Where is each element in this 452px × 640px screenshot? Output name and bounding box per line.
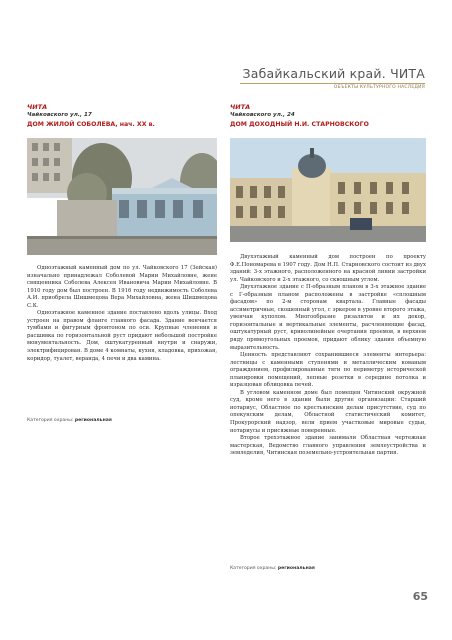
left-category-value: региональная (74, 418, 112, 423)
right-building-name: ДОМ ДОХОДНЫЙ Н.И. СТАРНОВСКОГО (230, 121, 369, 128)
left-category-label: Категория охраны: (27, 418, 74, 423)
header-title: Забайкальский край. ЧИТА (242, 66, 425, 81)
right-body-text (230, 254, 426, 458)
left-protection-category (27, 418, 112, 423)
right-street: Чайковского ул., 24 (230, 112, 295, 118)
right-paragraph: Второе трехэтажное здание занимали Областная чертежная мастерская, Ведомство главного управления землеустройства и земледелия, Читинская поземельно-устроительная партия. (230, 435, 426, 457)
left-paragraph: Одноэтажное каменное здание поставлено вдоль улицы. Вход устроен на правом фланге главного фасада. Здание венчается тумбами и фигурным фронтоном по оси. Крупные членения и расшивка по горизонтальной руст придают небольшой постройке монументальность. Дом, оштукатуренный внутри и снаружи, электрифицирован. В доме 4 комнаты, кухня, кладовка, прихожая, коридор, туалет, веранда, 4 печи и два камина. (27, 310, 217, 362)
left-street: Чайковского ул., 17 (27, 112, 92, 118)
left-building-photo (27, 138, 217, 255)
left-city: ЧИТА (27, 103, 48, 111)
right-paragraph: Ценность представляют сохранившиеся элементы интерьера: лестницы с каменными ступенями и металлическим кованым ограждением, профилированные тяги по периметру исторической планировки помещений, лепные розетки в середине потолка и изразцовая облицовка печей. (230, 352, 426, 389)
right-city: ЧИТА (230, 103, 251, 111)
left-building-name: ДОМ ЖИЛОЙ СОБОЛЕВА, нач. XX в. (27, 121, 155, 128)
header-subtitle: ОБЪЕКТЫ КУЛЬТУРНОГО НАСЛЕДИЯ (333, 85, 425, 90)
page-number: 65 (412, 590, 428, 603)
right-paragraph: Двухэтажный каменный дом построен по проекту Ф.Е.Пономарева в 1907 году. Дом Н.П. Старновского состоит из двух зданий: 3-х этажного, расположенного на красной линии застройки ул. Чайковского и 2-х этажного, со сквошным углом. (230, 254, 426, 283)
page-header (230, 67, 425, 81)
right-category-value: региональная (277, 566, 315, 571)
right-paragraph: В угловом каменном доме был помещен Читинский окружной суд, кроме него в здании были другие организации: Старший нотариус, Областное по крестьянским делам присутствие, суд по опекунским делам, Областной статистический комитет, Прокурорский надзор, вели прием участковые мировые судьи, нотариусы и присяжные поверенные. (230, 389, 426, 434)
left-body-text (27, 265, 217, 363)
left-paragraph: Одноэтажный каменный дом по ул. Чайковского 17 (Зейская) изначально принадлежал Соболевой Марии Михайловне, жене священника Соболева Алексея Ивановича Марии Михайловне. В 1910 году дом был построен. В 1916 году недвижимость Соболева А.И. приобрела Шишмецова Вера Михайловна, жена Шишмецова С.К. (27, 265, 217, 309)
right-entry-heading (230, 103, 426, 129)
right-protection-category (230, 566, 315, 571)
left-entry-heading (27, 103, 217, 129)
right-building-photo (230, 138, 426, 242)
header-rule (240, 83, 425, 84)
right-category-label: Категория охраны: (230, 566, 277, 571)
right-paragraph: Двухэтажное здание с П-образным планом в 3-х этажное здание с Г-образным планом расположены в застройке «сплошным фасадом» по 2-м сторонам квартала. Главные фасады ассиметричные, скошенный угол, с эркером в уровне второго этажа, увенчан куполом. Многообразие ризалитов и их декор, горизонтальные и вертикальные элементы, расчленяющие фасад, оштукатурный руст, криволинейные очертания проемов, в верхнем ряду прямоугольных проемов, придают облику здания объемную выразительность. (230, 284, 426, 351)
